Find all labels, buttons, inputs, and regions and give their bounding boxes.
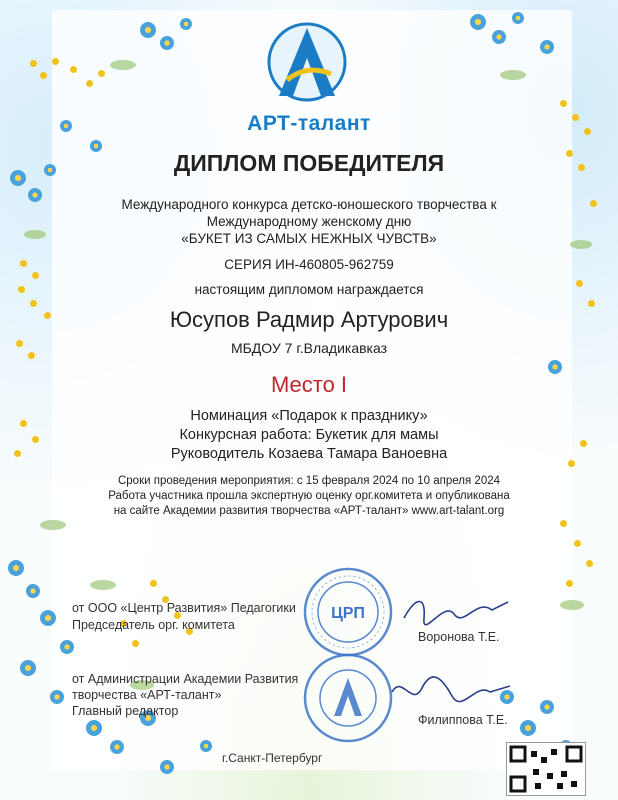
place-award: Место I (270, 372, 348, 397)
brand-name: АРТ-талант (247, 112, 371, 135)
mimosa-icon (560, 100, 567, 107)
mimosa-icon (132, 640, 139, 647)
mimosa-icon (586, 560, 593, 567)
recipient-name: Юсупов Радмир Артурович (169, 307, 449, 332)
mimosa-icon (566, 580, 573, 587)
forget-me-not-icon (540, 40, 554, 54)
contest-line-3: «БУКЕТ ИЗ САМЫХ НЕЖНЫХ ЧУВСТВ» (181, 231, 437, 246)
forget-me-not-icon (140, 22, 156, 38)
forget-me-not-icon (470, 14, 486, 30)
forget-me-not-icon (86, 720, 102, 736)
signer-2-line-1: от Администрации Академии Развития (72, 672, 299, 686)
supervisor: Руководитель Козаева Тамара Ваноевна (170, 446, 448, 462)
stamp-label: ЦРП (331, 605, 365, 622)
forget-me-not-icon (8, 560, 24, 576)
diploma-title: ДИПЛОМ ПОБЕДИТЕЛЯ (173, 150, 445, 176)
art-talant-stamp (302, 652, 394, 744)
forget-me-not-icon (50, 690, 64, 704)
forget-me-not-icon (180, 18, 192, 30)
qr-code (506, 742, 586, 796)
signature-voronova (396, 588, 516, 632)
forget-me-not-icon (540, 700, 554, 714)
terms-line-3: на сайте Академии развития творчества «АРТ-талант» www.art-talant.org (113, 505, 505, 517)
forget-me-not-icon (160, 36, 174, 50)
terms-line-2: Работа участника прошла экспертную оценку орг.комитета и опубликована (108, 490, 510, 502)
terms-line-1: Сроки проведения мероприятия: с 15 февраля 2024 по 10 апреля 2024 (117, 475, 501, 487)
mimosa-icon (32, 272, 39, 279)
art-talant-logo (265, 18, 349, 106)
signer-1-name: Воронова Т.Е. (418, 630, 500, 644)
mimosa-icon (98, 70, 105, 77)
city: г.Санкт-Петербург (222, 751, 323, 765)
nomination: Номинация «Подарок к празднику» (190, 408, 428, 424)
contest-line-2: Международному женскому дню (206, 214, 412, 229)
forget-me-not-icon (60, 640, 74, 654)
forget-me-not-icon (200, 740, 212, 752)
forget-me-not-icon (20, 660, 36, 676)
crp-stamp (302, 566, 394, 658)
mimosa-icon (150, 580, 157, 587)
organization: МБДОУ 7 г.Владикавказ (230, 340, 388, 356)
mimosa-icon (560, 520, 567, 527)
leaf-icon (560, 600, 584, 610)
forget-me-not-icon (160, 760, 174, 774)
mimosa-icon (574, 540, 581, 547)
mimosa-icon (70, 66, 77, 73)
signer-1-line-2: Председатель орг. комитета (72, 618, 235, 632)
signer-1-line-1: от ООО «Центр Развития» Педагогики (72, 601, 296, 615)
forget-me-not-icon (520, 720, 536, 736)
signer-2-name: Филиппова Т.Е. (418, 713, 508, 727)
mimosa-icon (30, 60, 37, 67)
forget-me-not-icon (26, 584, 40, 598)
forget-me-not-icon (40, 610, 56, 626)
mimosa-icon (52, 58, 59, 65)
series-number: СЕРИЯ ИН-460805-962759 (224, 257, 394, 272)
mimosa-icon (40, 72, 47, 79)
forget-me-not-icon (492, 30, 506, 44)
contest-line-1: Международного конкурса детско-юношеского творчества к (121, 197, 497, 212)
signature-filippova (386, 668, 516, 712)
mimosa-icon (588, 300, 595, 307)
mimosa-icon (30, 300, 37, 307)
forget-me-not-icon (110, 740, 124, 754)
awarded-text: настоящим дипломом награждается (194, 282, 424, 297)
forget-me-not-icon (512, 12, 524, 24)
contest-work: Конкурсная работа: Букетик для мамы (179, 427, 439, 443)
signer-2-line-3: Главный редактор (72, 704, 179, 718)
mimosa-icon (86, 80, 93, 87)
signer-2-line-2: творчества «АРТ-талант» (72, 688, 222, 702)
